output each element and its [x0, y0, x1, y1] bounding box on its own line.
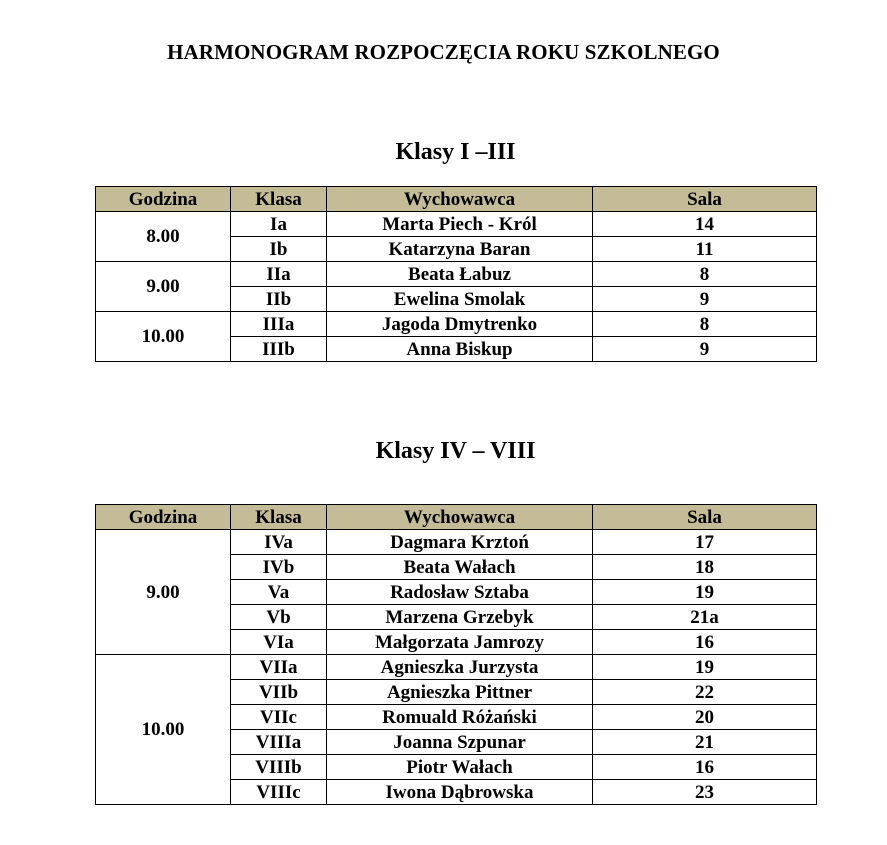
cell-sala: 9 — [593, 337, 817, 362]
cell-wychowawca: Beata Łabuz — [327, 262, 593, 287]
cell-klasa: IIIb — [231, 337, 327, 362]
cell-sala: 20 — [593, 705, 817, 730]
cell-wychowawca: Dagmara Krztoń — [327, 530, 593, 555]
cell-wychowawca: Małgorzata Jamrozy — [327, 630, 593, 655]
cell-wychowawca: Agnieszka Pittner — [327, 680, 593, 705]
column-header-godzina: Godzina — [96, 505, 231, 530]
column-header-klasa: Klasa — [231, 187, 327, 212]
column-header-sala: Sala — [593, 505, 817, 530]
cell-sala: 21a — [593, 605, 817, 630]
cell-sala: 16 — [593, 630, 817, 655]
section-title-klasy-i-iii: Klasy I –III — [395, 139, 516, 165]
table-header-row — [96, 187, 817, 212]
cell-sala: 19 — [593, 655, 817, 680]
cell-klasa: Vb — [231, 605, 327, 630]
table-row — [96, 262, 817, 287]
cell-sala: 8 — [593, 312, 817, 337]
cell-wychowawca: Anna Biskup — [327, 337, 593, 362]
cell-godzina: 10.00 — [96, 312, 231, 362]
cell-sala: 18 — [593, 555, 817, 580]
table-header-row — [96, 505, 817, 530]
cell-godzina: 9.00 — [96, 262, 231, 312]
column-header-wychowawca: Wychowawca — [327, 505, 593, 530]
cell-sala: 8 — [593, 262, 817, 287]
cell-wychowawca: Radosław Sztaba — [327, 580, 593, 605]
cell-sala: 21 — [593, 730, 817, 755]
cell-sala: 23 — [593, 780, 817, 805]
column-header-sala: Sala — [593, 187, 817, 212]
cell-klasa: IVa — [231, 530, 327, 555]
cell-godzina: 10.00 — [96, 655, 231, 805]
cell-wychowawca: Jagoda Dmytrenko — [327, 312, 593, 337]
cell-klasa: VIa — [231, 630, 327, 655]
cell-wychowawca: Marzena Grzebyk — [327, 605, 593, 630]
cell-sala: 22 — [593, 680, 817, 705]
cell-wychowawca: Agnieszka Jurzysta — [327, 655, 593, 680]
table-row — [96, 312, 817, 337]
cell-klasa: VIIb — [231, 680, 327, 705]
cell-sala: 14 — [593, 212, 817, 237]
cell-klasa: Ib — [231, 237, 327, 262]
cell-wychowawca: Ewelina Smolak — [327, 287, 593, 312]
schedule-table-klasy-iv-viii — [95, 504, 817, 805]
cell-klasa: VIIIb — [231, 755, 327, 780]
cell-wychowawca: Iwona Dąbrowska — [327, 780, 593, 805]
table-body — [96, 212, 817, 362]
table-row — [96, 655, 817, 680]
cell-klasa: IIa — [231, 262, 327, 287]
table-row — [96, 530, 817, 555]
cell-wychowawca: Joanna Szpunar — [327, 730, 593, 755]
cell-sala: 16 — [593, 755, 817, 780]
cell-klasa: Va — [231, 580, 327, 605]
document-title: HARMONOGRAM ROZPOCZĘCIA ROKU SZKOLNEGO — [167, 40, 720, 64]
column-header-wychowawca: Wychowawca — [327, 187, 593, 212]
table-row — [96, 212, 817, 237]
column-header-klasa: Klasa — [231, 505, 327, 530]
cell-sala: 9 — [593, 287, 817, 312]
cell-sala: 17 — [593, 530, 817, 555]
cell-klasa: IIIa — [231, 312, 327, 337]
cell-klasa: Ia — [231, 212, 327, 237]
cell-sala: 19 — [593, 580, 817, 605]
cell-klasa: VIIa — [231, 655, 327, 680]
cell-wychowawca: Romuald Różański — [327, 705, 593, 730]
cell-wychowawca: Marta Piech - Król — [327, 212, 593, 237]
schedule-table-klasy-i-iii — [95, 186, 817, 362]
column-header-godzina: Godzina — [96, 187, 231, 212]
cell-wychowawca: Beata Wałach — [327, 555, 593, 580]
cell-klasa: IVb — [231, 555, 327, 580]
cell-wychowawca: Katarzyna Baran — [327, 237, 593, 262]
cell-wychowawca: Piotr Wałach — [327, 755, 593, 780]
cell-godzina: 8.00 — [96, 212, 231, 262]
cell-klasa: IIb — [231, 287, 327, 312]
cell-sala: 11 — [593, 237, 817, 262]
section-title-klasy-iv-viii: Klasy IV – VIII — [375, 438, 536, 464]
cell-klasa: VIIc — [231, 705, 327, 730]
cell-klasa: VIIIc — [231, 780, 327, 805]
cell-klasa: VIIIa — [231, 730, 327, 755]
table-body — [96, 530, 817, 805]
cell-godzina: 9.00 — [96, 530, 231, 655]
